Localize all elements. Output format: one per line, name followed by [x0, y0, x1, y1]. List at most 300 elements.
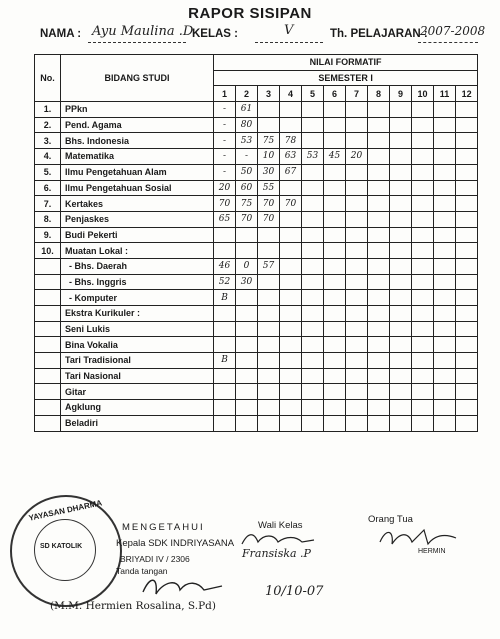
score-cell	[368, 400, 390, 416]
row-number: 7.	[35, 196, 61, 212]
score-cell: 55	[258, 180, 280, 196]
score-cell	[236, 227, 258, 243]
score-cell	[302, 211, 324, 227]
score-cell	[324, 243, 346, 259]
score-cell	[368, 274, 390, 290]
score-cell	[390, 274, 412, 290]
col-number-header: 8	[368, 86, 390, 102]
score-cell	[368, 415, 390, 431]
score-cell: 61	[236, 102, 258, 118]
score-cell	[258, 353, 280, 369]
subject-name: Tari Nasional	[61, 368, 214, 384]
kepsek-title: Kepala SDK INDRIYASANA	[116, 538, 235, 549]
score-cell	[346, 133, 368, 149]
score-cell	[456, 243, 478, 259]
score-cell	[412, 353, 434, 369]
score-cell	[346, 117, 368, 133]
stamp-inner-ring	[34, 519, 96, 581]
orang-tua-signature	[372, 524, 462, 550]
score-cell	[368, 164, 390, 180]
subject-name: Penjaskes	[61, 211, 214, 227]
score-cell	[280, 353, 302, 369]
score-cell	[390, 117, 412, 133]
score-cell	[390, 384, 412, 400]
subject-name: Matematika	[61, 149, 214, 165]
score-cell	[368, 117, 390, 133]
col-number-header: 9	[390, 86, 412, 102]
score-cell: -	[214, 149, 236, 165]
score-cell	[346, 164, 368, 180]
score-cell	[434, 384, 456, 400]
score-cell	[390, 133, 412, 149]
subject-name: Seni Lukis	[61, 321, 214, 337]
score-cell: 70	[280, 196, 302, 212]
subject-name: Muatan Lokal :	[61, 243, 214, 259]
orang-tua-label: Orang Tua	[368, 514, 413, 525]
table-row	[35, 290, 478, 306]
score-cell	[324, 321, 346, 337]
score-cell: 70	[236, 211, 258, 227]
score-cell	[434, 306, 456, 322]
score-cell	[434, 133, 456, 149]
score-cell	[236, 337, 258, 353]
table-row	[35, 164, 478, 180]
row-number: 10.	[35, 243, 61, 259]
score-cell	[346, 290, 368, 306]
score-cell	[302, 384, 324, 400]
score-cell: 30	[258, 164, 280, 180]
score-cell	[346, 196, 368, 212]
score-cell	[214, 243, 236, 259]
wali-kelas-name: Fransiska .P	[242, 547, 311, 560]
score-cell	[280, 258, 302, 274]
score-cell	[390, 227, 412, 243]
score-cell	[302, 258, 324, 274]
subject-name: Kertakes	[61, 196, 214, 212]
score-cell	[456, 368, 478, 384]
score-cell	[324, 290, 346, 306]
table-row	[35, 117, 478, 133]
semester-header: SEMESTER I	[214, 70, 478, 86]
score-cell	[324, 384, 346, 400]
score-cell	[346, 400, 368, 416]
score-cell	[302, 117, 324, 133]
col-number-header: 3	[258, 86, 280, 102]
row-number	[35, 337, 61, 353]
table-row	[35, 149, 478, 165]
score-cell: 50	[236, 164, 258, 180]
score-cell	[324, 368, 346, 384]
subject-name: Beladiri	[61, 415, 214, 431]
score-cell	[456, 274, 478, 290]
score-cell: 70	[258, 211, 280, 227]
subject-name: Tari Tradisional	[61, 353, 214, 369]
score-cell	[258, 400, 280, 416]
score-cell	[258, 227, 280, 243]
score-cell	[368, 196, 390, 212]
score-cell	[368, 102, 390, 118]
score-cell	[236, 243, 258, 259]
nilai-formatif-header: NILAI FORMATIF	[214, 55, 478, 71]
score-cell	[434, 117, 456, 133]
score-cell	[302, 243, 324, 259]
score-cell	[412, 227, 434, 243]
row-number: 6.	[35, 180, 61, 196]
score-cell	[434, 321, 456, 337]
score-cell	[346, 258, 368, 274]
score-cell	[236, 321, 258, 337]
table-row	[35, 274, 478, 290]
score-cell	[456, 306, 478, 322]
score-cell	[456, 227, 478, 243]
score-cell	[434, 353, 456, 369]
score-cell	[302, 102, 324, 118]
score-cell	[456, 196, 478, 212]
score-cell	[456, 211, 478, 227]
signing-date: 10/10-07	[265, 584, 324, 599]
report-title: RAPOR SISIPAN	[188, 5, 312, 22]
score-cell: 70	[258, 196, 280, 212]
col-number-header: 4	[280, 86, 302, 102]
score-cell	[258, 337, 280, 353]
score-cell	[346, 274, 368, 290]
subject-name: Bina Vokalia	[61, 337, 214, 353]
score-cell	[236, 306, 258, 322]
score-cell	[346, 337, 368, 353]
score-cell	[390, 353, 412, 369]
score-cell: 67	[280, 164, 302, 180]
score-cell	[434, 274, 456, 290]
score-cell	[346, 368, 368, 384]
score-cell	[412, 102, 434, 118]
score-cell	[346, 353, 368, 369]
score-cell	[456, 180, 478, 196]
kelas-label: KELAS :	[192, 28, 238, 40]
grades-table	[34, 54, 478, 432]
stamp-top-text: YAYASAN DHARMA	[27, 498, 103, 523]
col-number-header: 1	[214, 86, 236, 102]
score-cell	[368, 353, 390, 369]
subject-name: Ilmu Pengetahuan Sosial	[61, 180, 214, 196]
score-cell: 65	[214, 211, 236, 227]
row-number	[35, 258, 61, 274]
score-cell	[368, 243, 390, 259]
score-cell	[324, 353, 346, 369]
score-cell	[346, 321, 368, 337]
col-number-header: 10	[412, 86, 434, 102]
score-cell	[214, 400, 236, 416]
score-cell	[412, 337, 434, 353]
score-cell	[390, 258, 412, 274]
score-cell	[346, 415, 368, 431]
score-cell	[280, 306, 302, 322]
score-cell	[324, 227, 346, 243]
score-cell: 78	[280, 133, 302, 149]
score-cell	[280, 117, 302, 133]
score-cell	[456, 258, 478, 274]
score-cell	[302, 353, 324, 369]
score-cell	[390, 180, 412, 196]
score-cell	[258, 290, 280, 306]
score-cell	[390, 400, 412, 416]
score-cell	[280, 243, 302, 259]
nama-value: Ayu Maulina .D	[92, 24, 194, 39]
table-row	[35, 243, 478, 259]
table-row	[35, 321, 478, 337]
score-cell	[456, 117, 478, 133]
score-cell: 53	[236, 133, 258, 149]
subject-name: Budi Pekerti	[61, 227, 214, 243]
score-cell	[434, 400, 456, 416]
mengetahui-label: MENGETAHUI	[122, 522, 205, 533]
col-number-header: 12	[456, 86, 478, 102]
score-cell: 20	[214, 180, 236, 196]
table-row	[35, 227, 478, 243]
nama-label: NAMA :	[40, 28, 82, 40]
score-cell	[368, 258, 390, 274]
score-cell	[346, 227, 368, 243]
row-number	[35, 306, 61, 322]
kepsek-name: (M.M. Hermien Rosalina, S.Pd)	[50, 600, 216, 612]
score-cell	[302, 196, 324, 212]
score-cell	[302, 290, 324, 306]
col-number-header: 6	[324, 86, 346, 102]
score-cell	[280, 400, 302, 416]
score-cell	[280, 368, 302, 384]
score-cell	[214, 368, 236, 384]
kelas-underline	[255, 42, 323, 44]
score-cell	[390, 321, 412, 337]
score-cell	[258, 274, 280, 290]
score-cell	[456, 164, 478, 180]
col-number-header: 11	[434, 86, 456, 102]
score-cell	[368, 133, 390, 149]
score-cell	[368, 306, 390, 322]
col-number-header: 7	[346, 86, 368, 102]
score-cell	[390, 415, 412, 431]
score-cell	[434, 102, 456, 118]
score-cell	[412, 415, 434, 431]
row-number	[35, 321, 61, 337]
row-number: 8.	[35, 211, 61, 227]
score-cell	[324, 117, 346, 133]
score-cell	[412, 211, 434, 227]
score-cell	[302, 306, 324, 322]
score-cell	[390, 102, 412, 118]
score-cell	[280, 337, 302, 353]
score-cell	[456, 384, 478, 400]
score-cell	[236, 384, 258, 400]
subject-name: Gitar	[61, 384, 214, 400]
row-number: 4.	[35, 149, 61, 165]
score-cell	[434, 368, 456, 384]
score-cell	[456, 290, 478, 306]
score-cell	[258, 243, 280, 259]
score-cell	[324, 274, 346, 290]
stamp-school-text: SD KATOLIK	[40, 543, 83, 550]
score-cell	[302, 180, 324, 196]
score-cell: -	[214, 102, 236, 118]
score-cell	[412, 400, 434, 416]
score-cell	[236, 368, 258, 384]
school-address: BRIYADI IV / 2306	[120, 554, 190, 564]
score-cell: 57	[258, 258, 280, 274]
score-cell	[368, 211, 390, 227]
score-cell	[324, 133, 346, 149]
score-cell	[324, 306, 346, 322]
score-cell	[258, 102, 280, 118]
score-cell	[324, 180, 346, 196]
score-cell: 20	[346, 149, 368, 165]
score-cell	[412, 196, 434, 212]
score-cell	[258, 415, 280, 431]
score-cell	[456, 149, 478, 165]
score-cell	[412, 164, 434, 180]
subject-name: PPkn	[61, 102, 214, 118]
row-number	[35, 415, 61, 431]
score-cell	[434, 211, 456, 227]
row-number	[35, 290, 61, 306]
score-cell: B	[214, 290, 236, 306]
score-cell	[280, 384, 302, 400]
score-cell	[412, 321, 434, 337]
nama-underline	[88, 42, 186, 44]
score-cell	[280, 274, 302, 290]
score-cell	[412, 306, 434, 322]
score-cell	[346, 211, 368, 227]
score-cell	[280, 102, 302, 118]
score-cell: 75	[236, 196, 258, 212]
score-cell	[434, 196, 456, 212]
score-cell	[434, 149, 456, 165]
school-stamp	[10, 495, 122, 607]
table-row	[35, 133, 478, 149]
score-cell: 30	[236, 274, 258, 290]
score-cell	[258, 321, 280, 337]
subject-name: - Bhs. Inggris	[61, 274, 214, 290]
score-cell	[368, 384, 390, 400]
score-cell	[434, 243, 456, 259]
row-number: 2.	[35, 117, 61, 133]
score-cell: 53	[302, 149, 324, 165]
score-cell	[324, 415, 346, 431]
score-cell	[390, 149, 412, 165]
table-row	[35, 415, 478, 431]
tahun-label: Th. PELAJARAN :	[330, 28, 428, 40]
score-cell	[412, 274, 434, 290]
score-cell	[236, 415, 258, 431]
row-number: 3.	[35, 133, 61, 149]
table-row	[35, 400, 478, 416]
score-cell	[302, 368, 324, 384]
row-number	[35, 400, 61, 416]
score-cell	[258, 117, 280, 133]
score-cell	[368, 337, 390, 353]
score-cell	[258, 306, 280, 322]
table-row	[35, 306, 478, 322]
score-cell	[456, 321, 478, 337]
score-cell	[412, 258, 434, 274]
score-cell	[258, 368, 280, 384]
score-cell	[280, 415, 302, 431]
score-cell	[434, 164, 456, 180]
tanda-tangan-label: Tanda tangan	[116, 566, 168, 576]
score-cell	[236, 290, 258, 306]
score-cell: 75	[258, 133, 280, 149]
score-cell: 80	[236, 117, 258, 133]
score-cell	[346, 102, 368, 118]
score-cell	[302, 274, 324, 290]
col-no-header: No.	[35, 55, 61, 102]
score-cell: 52	[214, 274, 236, 290]
score-cell	[324, 211, 346, 227]
score-cell	[302, 415, 324, 431]
subject-name: Bhs. Indonesia	[61, 133, 214, 149]
subject-name: Pend. Agama	[61, 117, 214, 133]
score-cell: 45	[324, 149, 346, 165]
score-cell	[368, 368, 390, 384]
score-cell	[280, 180, 302, 196]
score-cell	[412, 384, 434, 400]
row-number: 5.	[35, 164, 61, 180]
score-cell: -	[214, 133, 236, 149]
score-cell	[302, 133, 324, 149]
score-cell	[434, 290, 456, 306]
score-cell	[390, 196, 412, 212]
table-row	[35, 368, 478, 384]
score-cell	[412, 180, 434, 196]
score-cell	[280, 211, 302, 227]
score-cell	[390, 290, 412, 306]
score-cell	[390, 306, 412, 322]
score-cell	[324, 337, 346, 353]
table-row	[35, 196, 478, 212]
score-cell	[302, 321, 324, 337]
score-cell	[412, 133, 434, 149]
subject-name: - Komputer	[61, 290, 214, 306]
score-cell	[412, 149, 434, 165]
wali-kelas-label: Wali Kelas	[258, 520, 303, 531]
score-cell	[280, 227, 302, 243]
table-row	[35, 102, 478, 118]
score-cell: 46	[214, 258, 236, 274]
score-cell	[390, 164, 412, 180]
score-cell	[368, 227, 390, 243]
table-row	[35, 180, 478, 196]
score-cell	[324, 164, 346, 180]
row-number: 1.	[35, 102, 61, 118]
score-cell: -	[214, 117, 236, 133]
score-cell	[324, 258, 346, 274]
score-cell	[236, 353, 258, 369]
score-cell	[214, 306, 236, 322]
score-cell	[214, 337, 236, 353]
score-cell	[214, 384, 236, 400]
score-cell: -	[214, 164, 236, 180]
score-cell: -	[236, 149, 258, 165]
table-row	[35, 353, 478, 369]
col-number-header: 2	[236, 86, 258, 102]
score-cell	[214, 321, 236, 337]
subject-name: - Bhs. Daerah	[61, 258, 214, 274]
score-cell: 60	[236, 180, 258, 196]
score-cell	[346, 306, 368, 322]
score-cell	[434, 415, 456, 431]
kepsek-signature	[138, 572, 228, 600]
score-cell: 0	[236, 258, 258, 274]
score-cell	[390, 337, 412, 353]
score-cell	[412, 117, 434, 133]
